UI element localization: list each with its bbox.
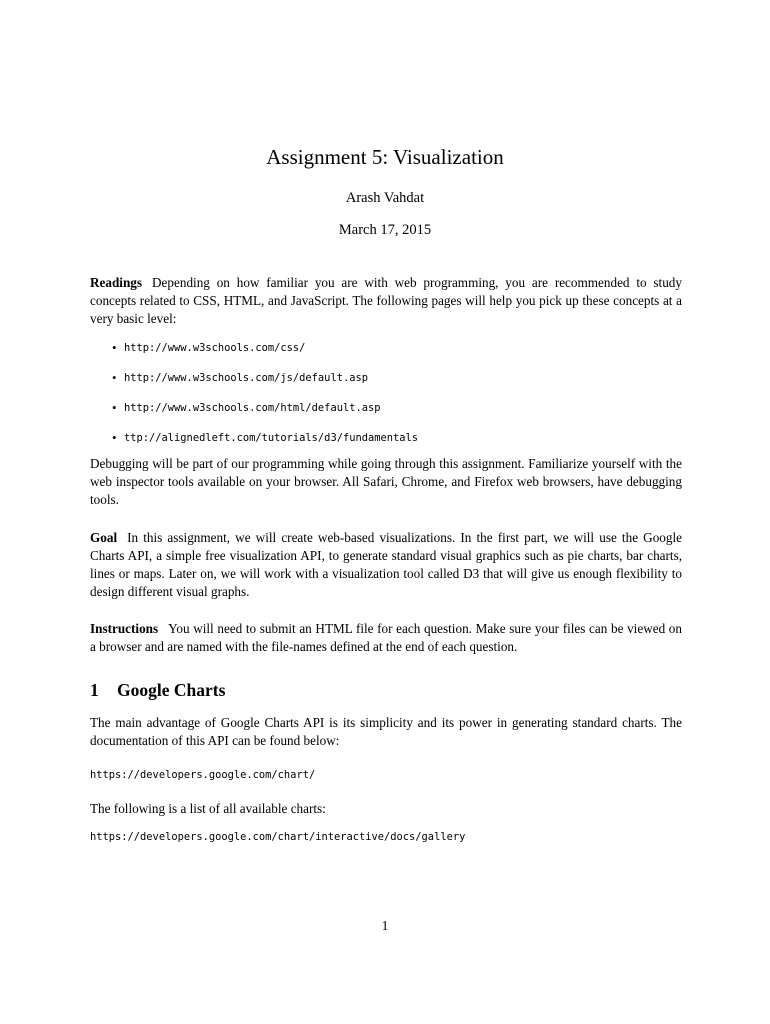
- list-item: [110, 339, 418, 369]
- section-number: 1: [90, 680, 99, 700]
- list-item: [110, 369, 418, 399]
- instructions-paragraph: [90, 620, 682, 656]
- instructions-heading: Instructions: [90, 621, 159, 636]
- readings-heading: Readings: [90, 275, 143, 290]
- doc-url-link[interactable]: https://developers.google.com/chart/: [90, 769, 316, 781]
- readings-link-list: [110, 339, 418, 459]
- goal-heading: Goal: [90, 530, 118, 545]
- document-title: Assignment 5: Visualization: [266, 145, 504, 169]
- link-html[interactable]: http://www.w3schools.com/html/default.asp: [124, 402, 381, 414]
- readings-text: Depending on how familiar you are with web programming, you are recommended to study concepts related to CSS, HTML, and JavaScript. The following pages will help you pick up these concepts at a very basic level:: [90, 275, 682, 326]
- section-intro-paragraph: The main advantage of Google Charts API is its simplicity and its power in generating standard charts. The documentation of this API can be found below:: [90, 715, 682, 748]
- instructions-text: You will need to submit an HTML file for each question. Make sure your files can be viewed on a browser and are named with the file-names defined at the end of each question.: [90, 621, 682, 654]
- document-author: Arash Vahdat: [345, 190, 425, 206]
- bullet-icon: •: [112, 400, 117, 415]
- list-item: [110, 399, 418, 429]
- link-css[interactable]: http://www.w3schools.com/css/: [124, 342, 306, 354]
- charts-list-paragraph: The following is a list of all available charts:: [90, 801, 326, 816]
- goal-paragraph: [90, 529, 682, 601]
- page-number: 1: [381, 918, 389, 933]
- debugging-paragraph: Debugging will be part of our programming while going through this assignment. Familiarize yourself with the web inspector tools available on your browser. All Safari, Chrome, and Firefox web browsers, have debugging tools.: [90, 456, 682, 507]
- link-js[interactable]: http://www.w3schools.com/js/default.asp: [124, 372, 368, 384]
- section-heading: [90, 678, 225, 702]
- section-title: Google Charts: [117, 680, 226, 700]
- bullet-icon: •: [112, 430, 117, 445]
- bullet-icon: •: [112, 370, 117, 385]
- readings-paragraph: [90, 274, 682, 328]
- link-d3[interactable]: ttp://alignedleft.com/tutorials/d3/fundamentals: [124, 432, 419, 444]
- goal-text: In this assignment, we will create web-based visualizations. In the first part, we will use the Google Charts API, a simple free visualization API, to generate standard visual graphics such as pie charts, bar charts, lines or maps. Later on, we will work with a visualization tool called D3 that will give us enough flexibility to design different visual graphs.: [90, 530, 682, 599]
- bullet-icon: •: [112, 340, 117, 355]
- document-date: March 17, 2015: [338, 222, 432, 238]
- gallery-url-link[interactable]: https://developers.google.com/chart/interactive/docs/gallery: [90, 831, 466, 843]
